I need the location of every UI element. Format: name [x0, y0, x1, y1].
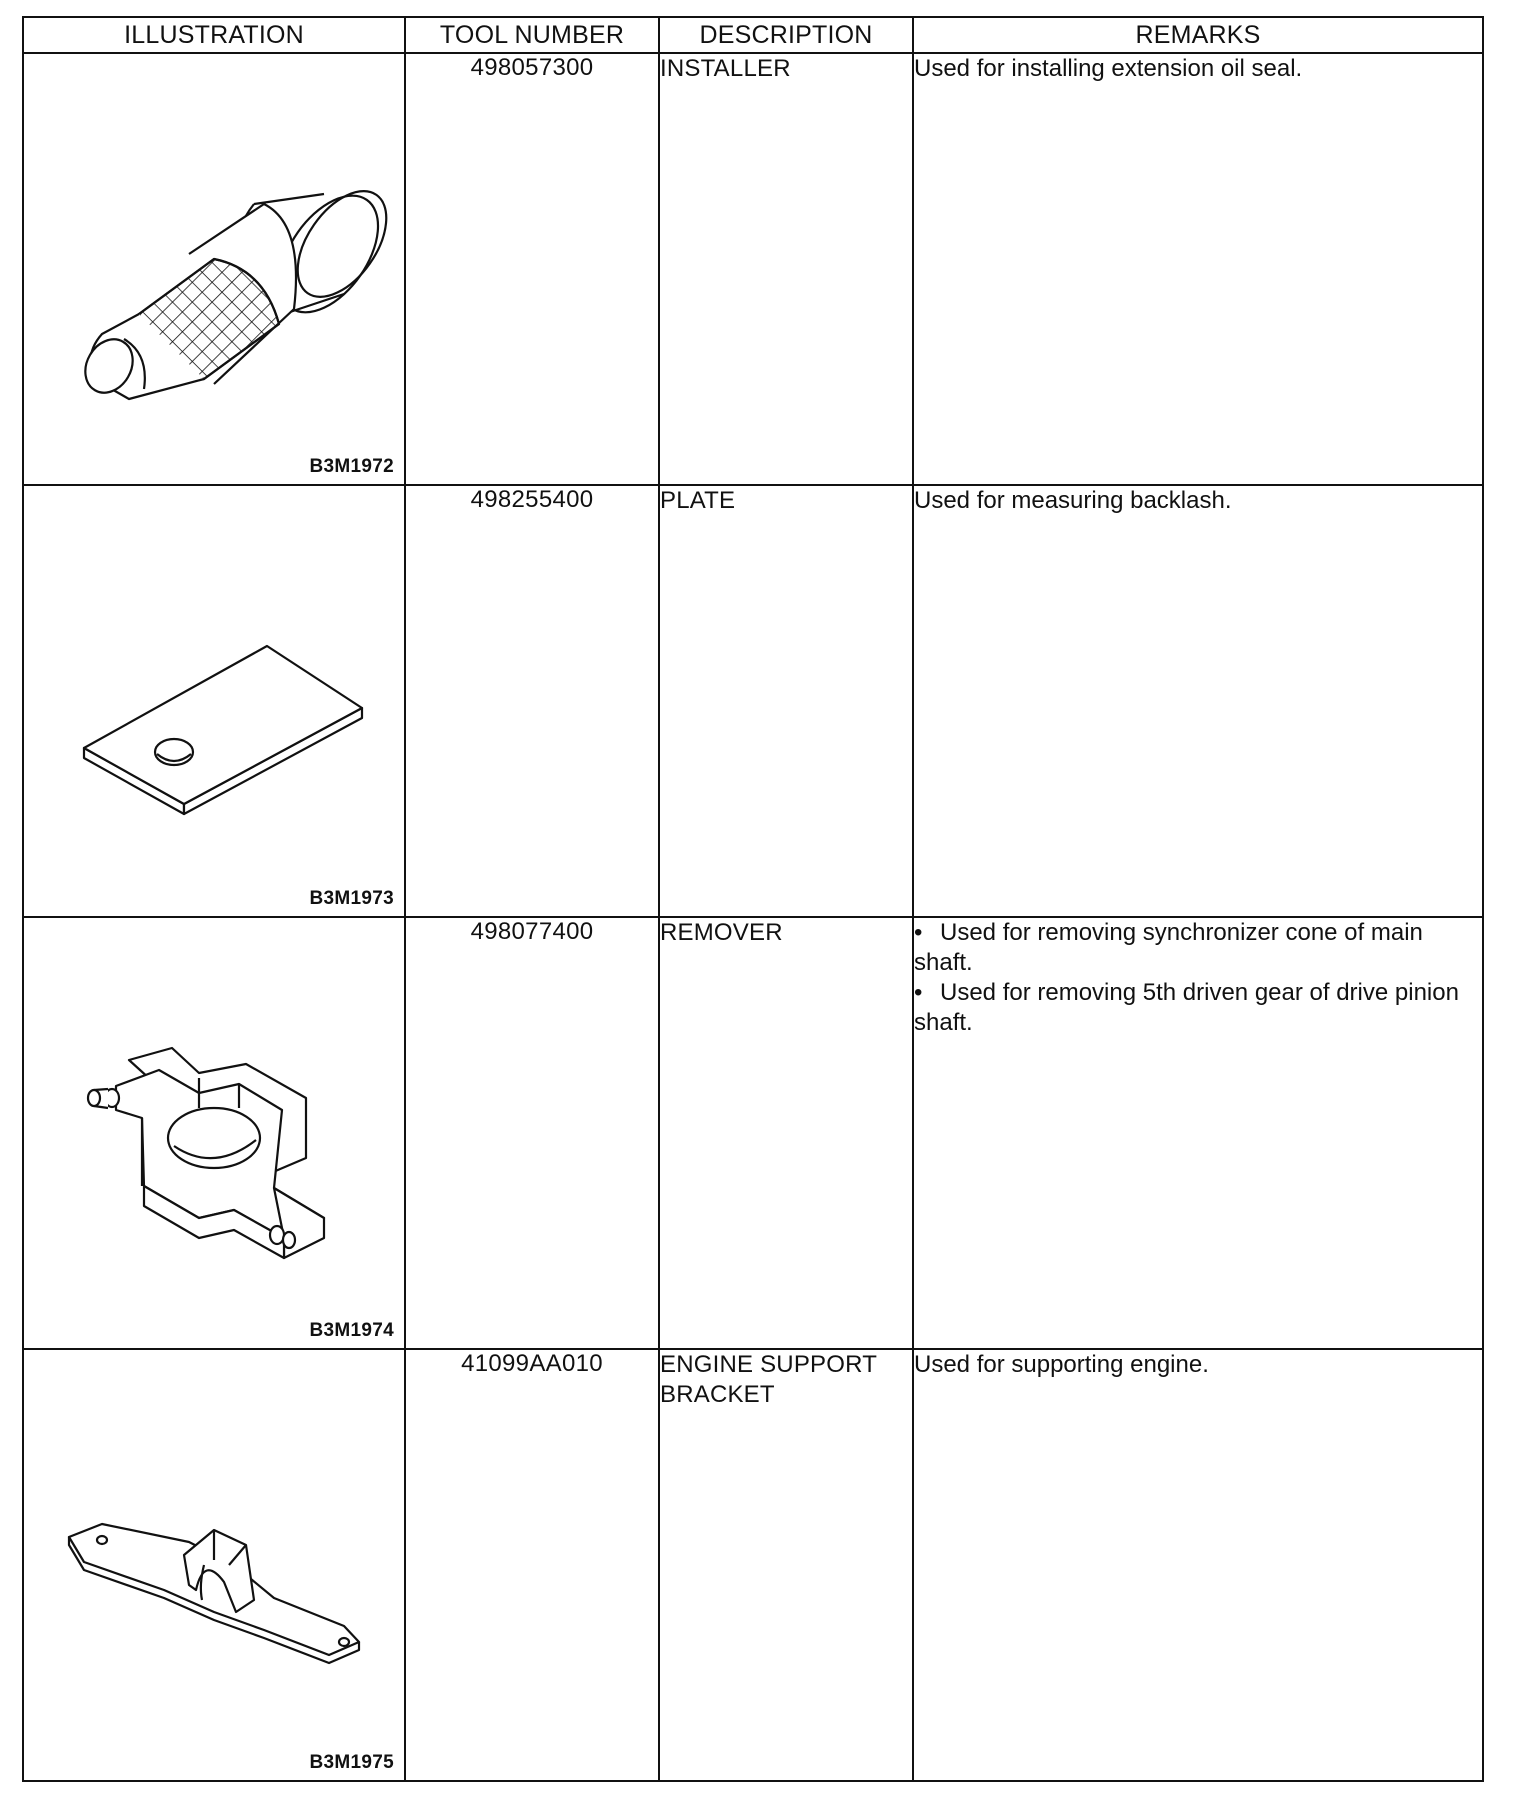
- header-description: DESCRIPTION: [659, 17, 913, 53]
- table-row: [23, 485, 1483, 917]
- remark-text: Used for removing synchronizer cone of main shaft.: [914, 919, 1423, 976]
- figure-code: B3M1972: [309, 456, 394, 477]
- description-cell: INSTALLER: [659, 53, 913, 485]
- tool-number-cell: 498077400: [405, 917, 659, 1349]
- figure-code: B3M1974: [309, 1320, 394, 1341]
- remarks-cell: [913, 53, 1483, 485]
- illustration-cell: [23, 917, 405, 1349]
- header-remarks: REMARKS: [913, 17, 1483, 53]
- header-tool-number: TOOL NUMBER: [405, 17, 659, 53]
- remark-item: [914, 978, 1482, 1038]
- table-row: [23, 1349, 1483, 1781]
- tool-number-cell: 498057300: [405, 53, 659, 485]
- figure-code: B3M1973: [309, 888, 394, 909]
- installer-tool-icon: [24, 54, 404, 484]
- description-cell: REMOVER: [659, 917, 913, 1349]
- engine-support-bracket-icon: [24, 1350, 404, 1780]
- remark-text: Used for supporting engine.: [914, 1351, 1209, 1378]
- bullet-icon: •: [914, 919, 923, 946]
- description-cell: PLATE: [659, 485, 913, 917]
- illustration-cell: [23, 53, 405, 485]
- tool-number-cell: 498255400: [405, 485, 659, 917]
- table-header-row: [23, 17, 1483, 53]
- header-illustration: ILLUSTRATION: [23, 17, 405, 53]
- remover-tool-icon: [24, 918, 404, 1348]
- description-cell: ENGINE SUPPORT BRACKET: [659, 1349, 913, 1781]
- illustration-cell: [23, 485, 405, 917]
- remark-text: Used for removing 5th driven gear of drive pinion shaft.: [914, 979, 1459, 1036]
- bullet-icon: •: [914, 979, 923, 1006]
- table-row: [23, 53, 1483, 485]
- table-row: [23, 917, 1483, 1349]
- remark-item: [914, 918, 1482, 978]
- remarks-cell: [913, 917, 1483, 1349]
- tool-number-cell: 41099AA010: [405, 1349, 659, 1781]
- remarks-cell: [913, 485, 1483, 917]
- remark-text: Used for measuring backlash.: [914, 487, 1232, 514]
- remark-text: Used for installing extension oil seal.: [914, 55, 1303, 82]
- plate-tool-icon: [24, 486, 404, 916]
- special-tools-table: [22, 16, 1484, 1782]
- illustration-cell: [23, 1349, 405, 1781]
- remarks-cell: [913, 1349, 1483, 1781]
- figure-code: B3M1975: [309, 1752, 394, 1773]
- special-tools-sheet: [22, 16, 1482, 1782]
